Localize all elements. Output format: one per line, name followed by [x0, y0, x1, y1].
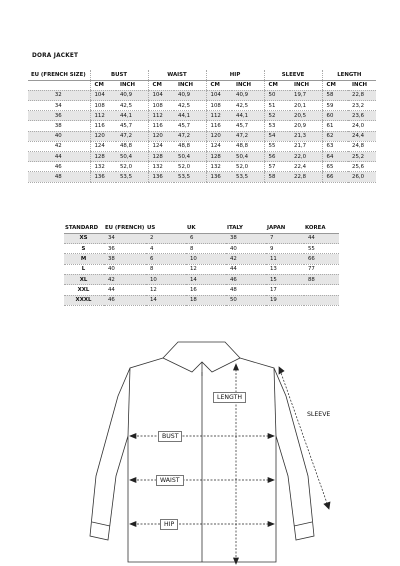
bust-label: BUST — [158, 431, 182, 442]
conversion-cell: 42 — [226, 254, 266, 264]
value-cell: 116 — [148, 121, 174, 131]
value-cell: 25,2 — [348, 152, 376, 162]
size-cell: 48 — [28, 172, 90, 182]
value-cell: 136 — [148, 172, 174, 182]
value-cell: 20,5 — [290, 111, 322, 121]
standard-size-cell: XS — [64, 233, 104, 243]
value-cell: 53 — [264, 121, 290, 131]
value-cell: 59 — [322, 101, 348, 111]
value-cell: 63 — [322, 141, 348, 151]
conversion-table-body — [64, 233, 339, 305]
value-cell: 50,4 — [116, 152, 148, 162]
value-cell: 48,8 — [174, 141, 206, 151]
standard-size-cell: XL — [64, 274, 104, 284]
conversion-cell: 36 — [104, 244, 146, 254]
unit-cm: CM — [206, 80, 232, 90]
uk-header: UK — [186, 223, 226, 233]
unit-inch: INCH — [290, 80, 322, 90]
value-cell: 56 — [264, 152, 290, 162]
unit-cm: CM — [90, 80, 116, 90]
table-row — [28, 90, 376, 100]
value-cell: 24,8 — [348, 141, 376, 151]
value-cell: 21,3 — [290, 131, 322, 141]
table-row — [64, 274, 339, 284]
value-cell: 108 — [90, 101, 116, 111]
value-cell: 50,4 — [232, 152, 264, 162]
conversion-cell: 48 — [226, 285, 266, 295]
jacket-outline — [0, 336, 400, 566]
unit-cm: CM — [264, 80, 290, 90]
conversion-cell: 88 — [304, 274, 339, 284]
value-cell: 120 — [206, 131, 232, 141]
value-cell: 124 — [90, 141, 116, 151]
conversion-cell: 38 — [104, 254, 146, 264]
sleeve-header: SLEEVE — [264, 70, 322, 80]
measurement-table-body — [28, 90, 376, 182]
length-label: LENGTH — [213, 392, 246, 403]
value-cell: 47,2 — [232, 131, 264, 141]
waist-header: WAIST — [148, 70, 206, 80]
document-title: DORA JACKET — [32, 53, 79, 59]
value-cell: 19,7 — [290, 90, 322, 100]
conversion-cell: 8 — [186, 244, 226, 254]
value-cell: 50,4 — [174, 152, 206, 162]
conversion-cell: 19 — [266, 295, 304, 305]
conversion-cell: 46 — [104, 295, 146, 305]
table-row — [64, 244, 339, 254]
value-cell: 112 — [148, 111, 174, 121]
conversion-cell: 66 — [304, 254, 339, 264]
value-cell: 23,6 — [348, 111, 376, 121]
size-cell: 38 — [28, 121, 90, 131]
value-cell: 58 — [322, 90, 348, 100]
conversion-cell: 14 — [146, 295, 186, 305]
table-row — [64, 254, 339, 264]
conversion-cell: 12 — [186, 264, 226, 274]
conversion-cell: 10 — [146, 274, 186, 284]
value-cell: 45,7 — [174, 121, 206, 131]
table-row — [28, 152, 376, 162]
value-cell: 112 — [90, 111, 116, 121]
table-row — [64, 285, 339, 295]
conversion-cell: 11 — [266, 254, 304, 264]
table-row — [28, 101, 376, 111]
value-cell: 47,2 — [174, 131, 206, 141]
value-cell: 40,9 — [232, 90, 264, 100]
hip-label: HIP — [160, 519, 178, 530]
value-cell: 52,0 — [174, 162, 206, 172]
standard-header: STANDARD — [64, 223, 104, 233]
size-cell: 42 — [28, 141, 90, 151]
unit-inch: INCH — [348, 80, 376, 90]
conversion-cell: 40 — [226, 244, 266, 254]
value-cell: 42,5 — [232, 101, 264, 111]
conversion-cell — [304, 295, 339, 305]
size-cell: 36 — [28, 111, 90, 121]
table-row — [28, 121, 376, 131]
value-cell: 48,8 — [232, 141, 264, 151]
value-cell: 132 — [148, 162, 174, 172]
value-cell: 52,0 — [232, 162, 264, 172]
value-cell: 120 — [90, 131, 116, 141]
value-cell: 112 — [206, 111, 232, 121]
standard-size-cell: S — [64, 244, 104, 254]
conversion-cell: 10 — [186, 254, 226, 264]
size-cell: 44 — [28, 152, 90, 162]
unit-inch: INCH — [174, 80, 206, 90]
sleeve-label: SLEEVE — [307, 411, 331, 418]
conversion-cell: 18 — [186, 295, 226, 305]
conversion-cell: 50 — [226, 295, 266, 305]
standard-size-cell: M — [64, 254, 104, 264]
unit-inch: INCH — [232, 80, 264, 90]
eu-french-header: EU (FRENCH) — [104, 223, 146, 233]
value-cell: 44,1 — [174, 111, 206, 121]
size-conversion-table — [64, 223, 339, 306]
table-row — [64, 233, 339, 243]
size-cell: 46 — [28, 162, 90, 172]
value-cell: 58 — [264, 172, 290, 182]
bust-header: BUST — [90, 70, 148, 80]
conversion-cell: 38 — [226, 233, 266, 243]
value-cell: 116 — [90, 121, 116, 131]
conversion-cell: 17 — [266, 285, 304, 295]
value-cell: 48,8 — [116, 141, 148, 151]
value-cell: 44,1 — [232, 111, 264, 121]
value-cell: 61 — [322, 121, 348, 131]
value-cell: 53,5 — [116, 172, 148, 182]
value-cell: 60 — [322, 111, 348, 121]
conversion-header-row — [64, 223, 339, 233]
conversion-cell: 7 — [266, 233, 304, 243]
value-cell: 52 — [264, 111, 290, 121]
conversion-cell — [304, 285, 339, 295]
value-cell: 53,5 — [174, 172, 206, 182]
value-cell: 52,0 — [116, 162, 148, 172]
value-cell: 108 — [206, 101, 232, 111]
value-cell: 21,7 — [290, 141, 322, 151]
conversion-cell: 6 — [186, 233, 226, 243]
conversion-cell: 77 — [304, 264, 339, 274]
value-cell: 40,9 — [174, 90, 206, 100]
korea-header: KOREA — [304, 223, 339, 233]
standard-size-cell: XXL — [64, 285, 104, 295]
group-header-row — [28, 70, 376, 80]
value-cell: 20,1 — [290, 101, 322, 111]
standard-size-cell: L — [64, 264, 104, 274]
value-cell: 64 — [322, 152, 348, 162]
value-cell: 51 — [264, 101, 290, 111]
value-cell: 124 — [148, 141, 174, 151]
italy-header: ITALY — [226, 223, 266, 233]
japan-header: JAPAN — [266, 223, 304, 233]
table-row — [28, 131, 376, 141]
jacket-diagram — [0, 336, 400, 566]
conversion-cell: 34 — [104, 233, 146, 243]
conversion-cell: 4 — [146, 244, 186, 254]
unit-inch: INCH — [116, 80, 148, 90]
value-cell: 120 — [148, 131, 174, 141]
conversion-cell: 12 — [146, 285, 186, 295]
us-header: US — [146, 223, 186, 233]
measurement-table — [28, 70, 376, 183]
conversion-cell: 9 — [266, 244, 304, 254]
value-cell: 132 — [206, 162, 232, 172]
value-cell: 26,0 — [348, 172, 376, 182]
table-row — [28, 172, 376, 182]
table-row — [28, 162, 376, 172]
value-cell: 20,9 — [290, 121, 322, 131]
value-cell: 128 — [206, 152, 232, 162]
conversion-cell: 44 — [304, 233, 339, 243]
value-cell: 50 — [264, 90, 290, 100]
unit-cm: CM — [322, 80, 348, 90]
conversion-cell: 55 — [304, 244, 339, 254]
conversion-cell: 44 — [226, 264, 266, 274]
value-cell: 55 — [264, 141, 290, 151]
value-cell: 128 — [148, 152, 174, 162]
conversion-cell: 14 — [186, 274, 226, 284]
value-cell: 47,2 — [116, 131, 148, 141]
waist-label: WAIST — [156, 475, 184, 486]
value-cell: 62 — [322, 131, 348, 141]
conversion-cell: 15 — [266, 274, 304, 284]
value-cell: 136 — [206, 172, 232, 182]
value-cell: 22,8 — [290, 172, 322, 182]
size-cell: 34 — [28, 101, 90, 111]
length-header: LENGTH — [322, 70, 376, 80]
value-cell: 108 — [148, 101, 174, 111]
value-cell: 104 — [148, 90, 174, 100]
value-cell: 66 — [322, 172, 348, 182]
conversion-cell: 13 — [266, 264, 304, 274]
value-cell: 23,2 — [348, 101, 376, 111]
value-cell: 53,5 — [232, 172, 264, 182]
value-cell: 44,1 — [116, 111, 148, 121]
eu-size-header: EU (FRENCH SIZE) — [28, 70, 90, 80]
value-cell: 45,7 — [116, 121, 148, 131]
table-row — [28, 141, 376, 151]
value-cell: 124 — [206, 141, 232, 151]
conversion-cell: 40 — [104, 264, 146, 274]
value-cell: 22,8 — [348, 90, 376, 100]
value-cell: 116 — [206, 121, 232, 131]
conversion-cell: 2 — [146, 233, 186, 243]
value-cell: 132 — [90, 162, 116, 172]
unit-cm: CM — [148, 80, 174, 90]
value-cell: 40,9 — [116, 90, 148, 100]
unit-header-row — [28, 80, 376, 90]
value-cell: 104 — [206, 90, 232, 100]
value-cell: 128 — [90, 152, 116, 162]
conversion-cell: 6 — [146, 254, 186, 264]
conversion-cell: 44 — [104, 285, 146, 295]
standard-size-cell: XXXL — [64, 295, 104, 305]
value-cell: 136 — [90, 172, 116, 182]
value-cell: 22,0 — [290, 152, 322, 162]
value-cell: 25,6 — [348, 162, 376, 172]
table-row — [28, 111, 376, 121]
value-cell: 54 — [264, 131, 290, 141]
value-cell: 24,4 — [348, 131, 376, 141]
value-cell: 42,5 — [174, 101, 206, 111]
table-row — [64, 264, 339, 274]
value-cell: 42,5 — [116, 101, 148, 111]
conversion-cell: 46 — [226, 274, 266, 284]
value-cell: 57 — [264, 162, 290, 172]
conversion-cell: 16 — [186, 285, 226, 295]
table-row — [64, 295, 339, 305]
value-cell: 104 — [90, 90, 116, 100]
size-cell: 32 — [28, 90, 90, 100]
unit-spacer — [28, 80, 90, 90]
hip-header: HIP — [206, 70, 264, 80]
conversion-cell: 8 — [146, 264, 186, 274]
value-cell: 24,0 — [348, 121, 376, 131]
value-cell: 45,7 — [232, 121, 264, 131]
conversion-cell: 42 — [104, 274, 146, 284]
size-cell: 40 — [28, 131, 90, 141]
value-cell: 65 — [322, 162, 348, 172]
value-cell: 22,4 — [290, 162, 322, 172]
